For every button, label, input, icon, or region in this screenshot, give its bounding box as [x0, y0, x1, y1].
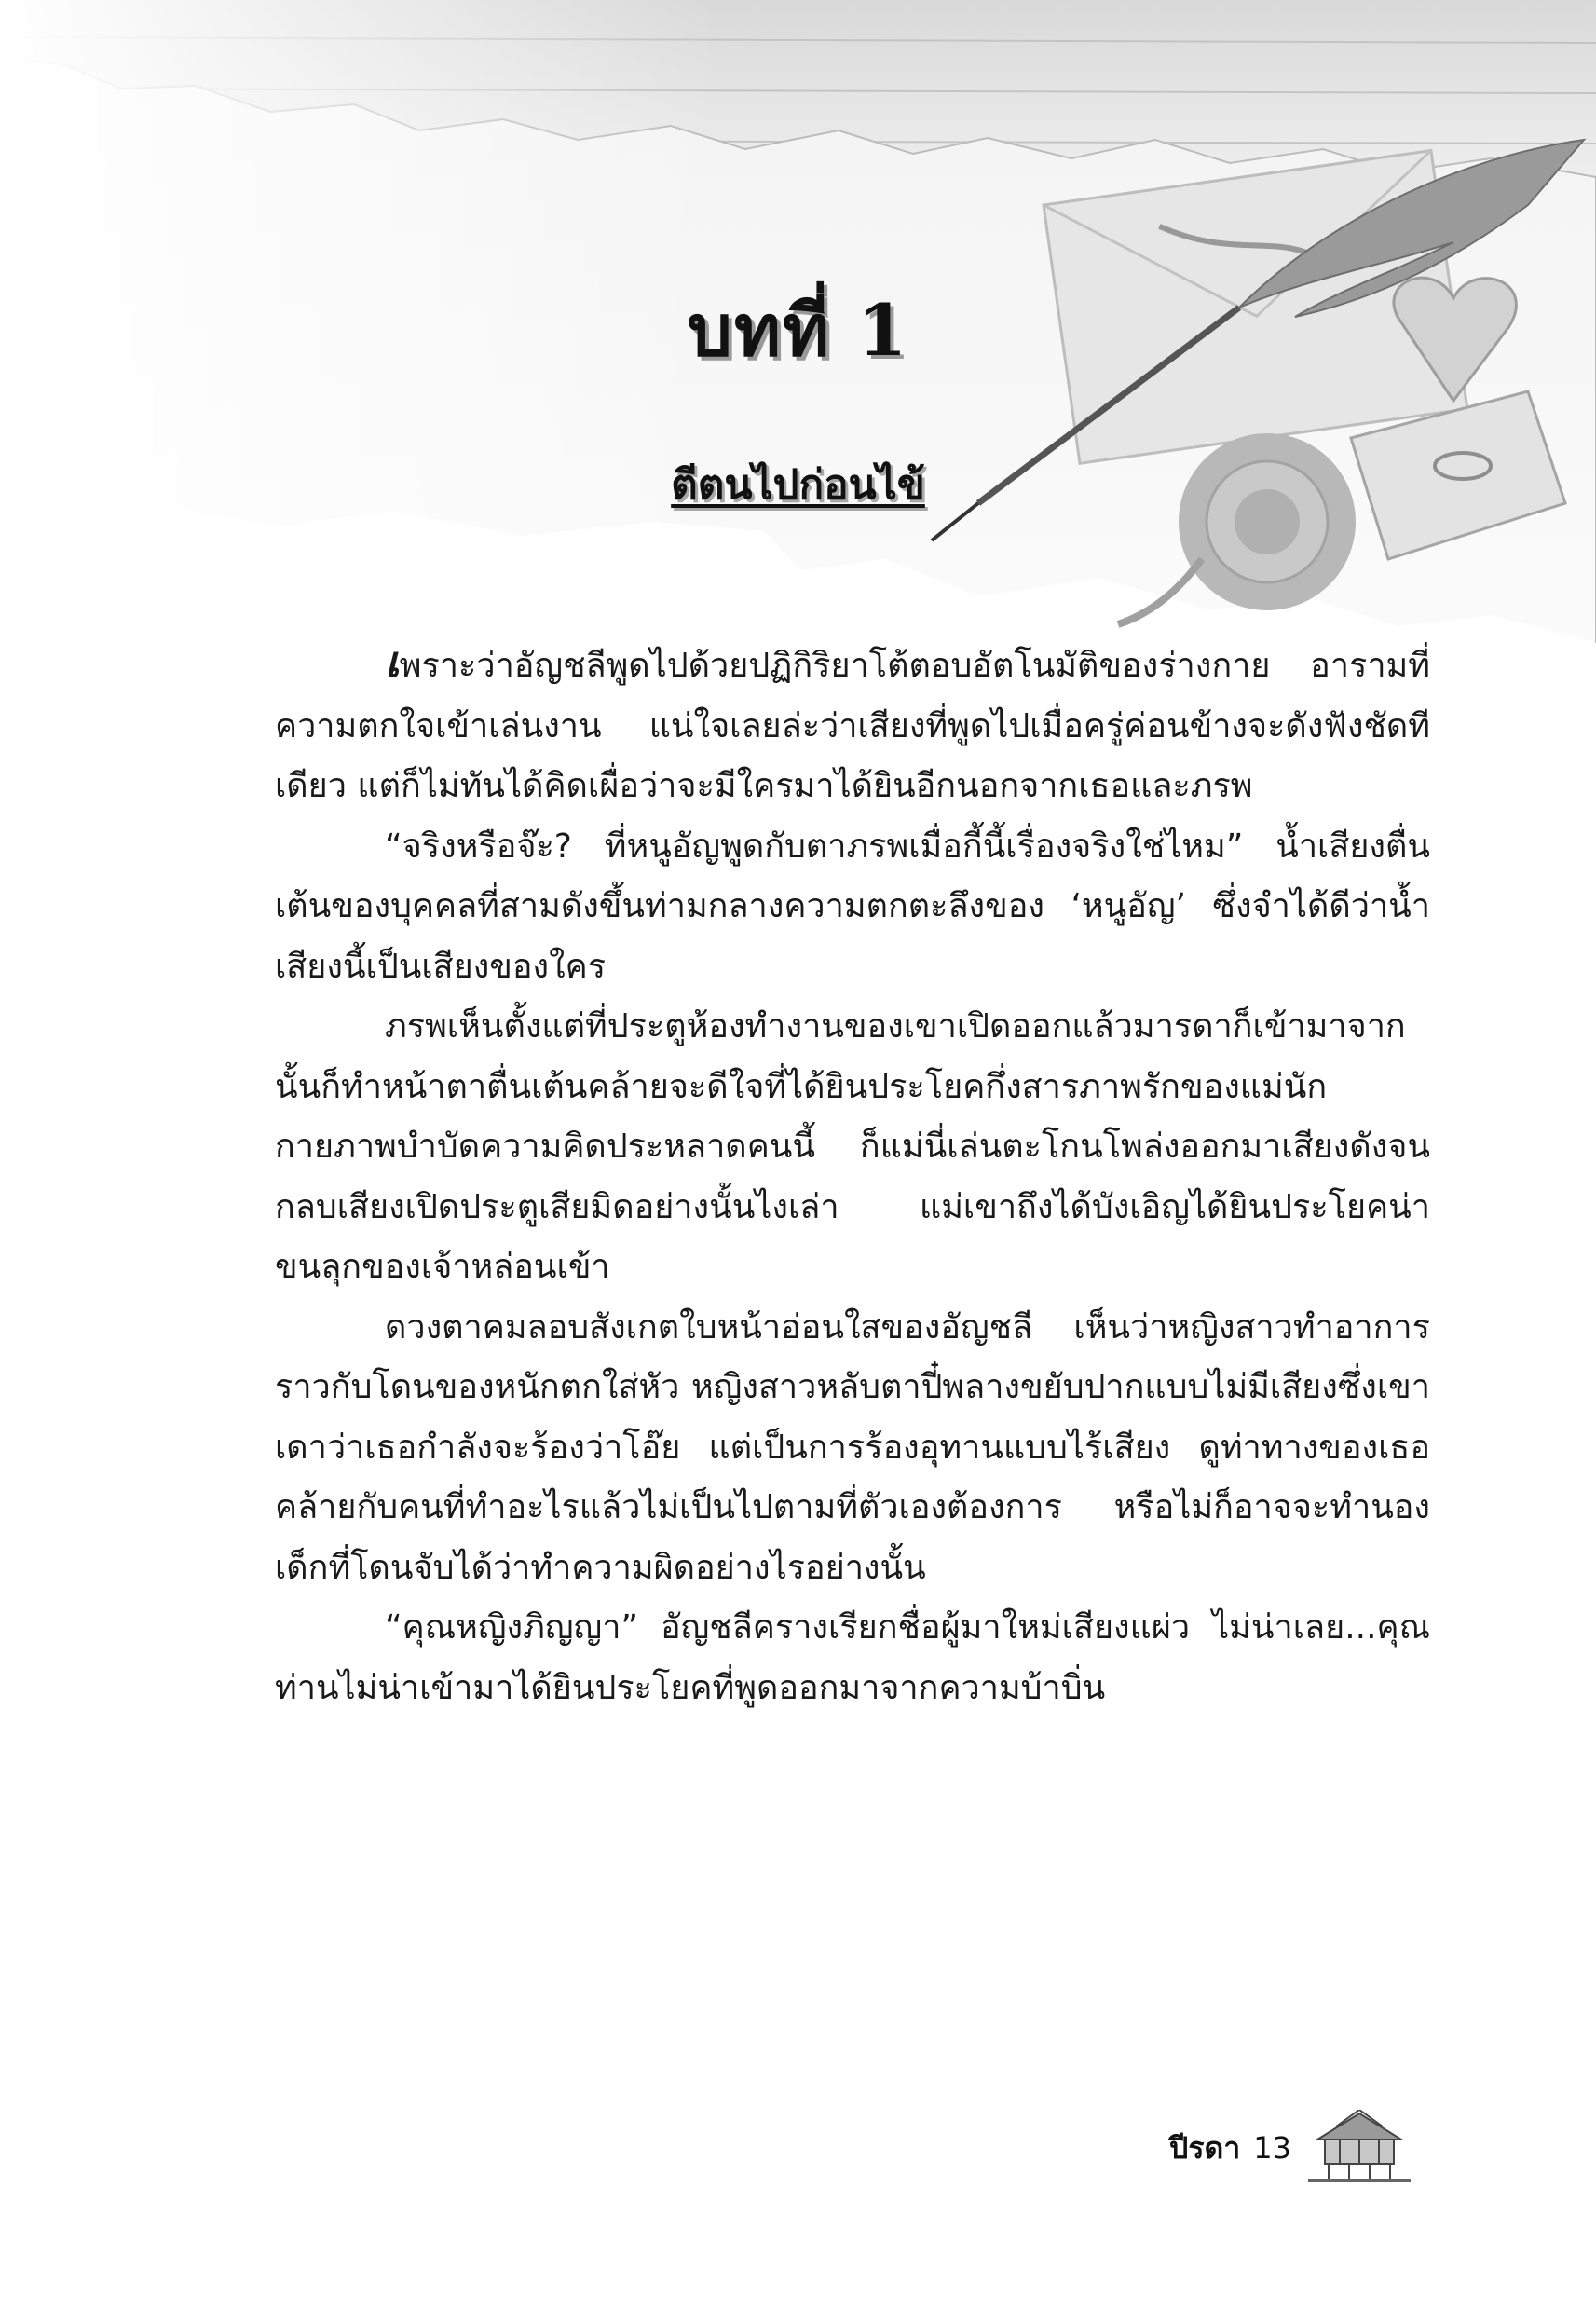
paragraph-1: เพราะว่าอัญชลีพูดไปด้วยปฏิกิริยาโต้ตอบอัตโนมัติของร่างกาย อารามที่ความตกใจเข้าเล่นงาน แน่ใจเลยล่ะว่าเสียงที่พูดไปเมื่อครู่ค่อนข้างจะดังฟังชัดทีเดียว แต่ก็ไม่ทันได้คิดเผื่อว่าจะมีใครมาได้ยินอีกนอกจากเธอและภรพ [275, 636, 1430, 805]
paragraph-2: “จริงหรือจ๊ะ? ที่หนูอัญพูดกับตาภรพเมื่อกี้นี้เรื่องจริงใช่ไหม” น้ำเสียงตื่นเต้นของบุคคลที่สามดังขึ้นท่ามกลางความตกตะลึงของ ‘หนูอัญ’ ซึ่งจำได้ดีว่าน้ำเสียงนี้เป็นเสียงของใคร [275, 827, 1430, 986]
page-number: 13 [1253, 2130, 1291, 2166]
thai-house-icon [1308, 2110, 1411, 2186]
drop-cap: เ [385, 636, 400, 687]
body-text [275, 632, 1430, 1718]
chapter-number: บทที่ 1 [687, 289, 909, 372]
paragraph-5: “คุณหญิงภิญญา” อัญชลีครางเรียกชื่อผู้มาใหม่เสียงแผ่ว ไม่น่าเลย...คุณท่านไม่น่าเข้ามาได้ยินประโยคที่พูดออกมาจากความบ้าบิ่น [275, 1608, 1430, 1707]
chapter-title: ตีตนไปก่อนไข้ [671, 461, 925, 509]
footer-book-title: ปีรดา [1169, 2129, 1241, 2166]
paragraph-4: ดวงตาคมลอบสังเกตใบหน้าอ่อนใสของอัญชลี เห็นว่าหญิงสาวทำอาการราวกับโดนของหนักตกใส่หัว หญิงสาวหลับตาปี๋พลางขยับปากแบบไม่มีเสียงซึ่งเขาเดาว่าเธอกำลังจะร้องว่าโอ๊ย แต่เป็นการร้องอุทานแบบไร้เสียง ดูท่าทางของเธอคล้ายกับคนที่ทำอะไรแล้วไม่เป็นไปตามที่ตัวเองต้องการ หรือไม่ก็อาจจะทำนองเด็กที่โดนจับได้ว่าทำความผิดอย่างไรอย่างนั้น [275, 1307, 1430, 1587]
page-footer [1169, 2111, 1411, 2185]
paragraph-3: ภรพเห็นตั้งแต่ที่ประตูห้องทำงานของเขาเปิดออกแล้วมารดาก็เข้ามาจากนั้นก็ทำหน้าตาตื่นเต้นคล้ายจะดีใจที่ได้ยินประโยคกึ่งสารภาพรักของแม่นักกายภาพบำบัดความคิดประหลาดคนนี้ ก็แม่นี่เล่นตะโกนโพล่งออกมาเสียงดังจนกลบเสียงเปิดประตูเสียมิดอย่างนั้นไงเล่า แม่เขาถึงได้บังเอิญได้ยินประโยคน่าขนลุกของเจ้าหล่อนเข้า [275, 1007, 1430, 1286]
